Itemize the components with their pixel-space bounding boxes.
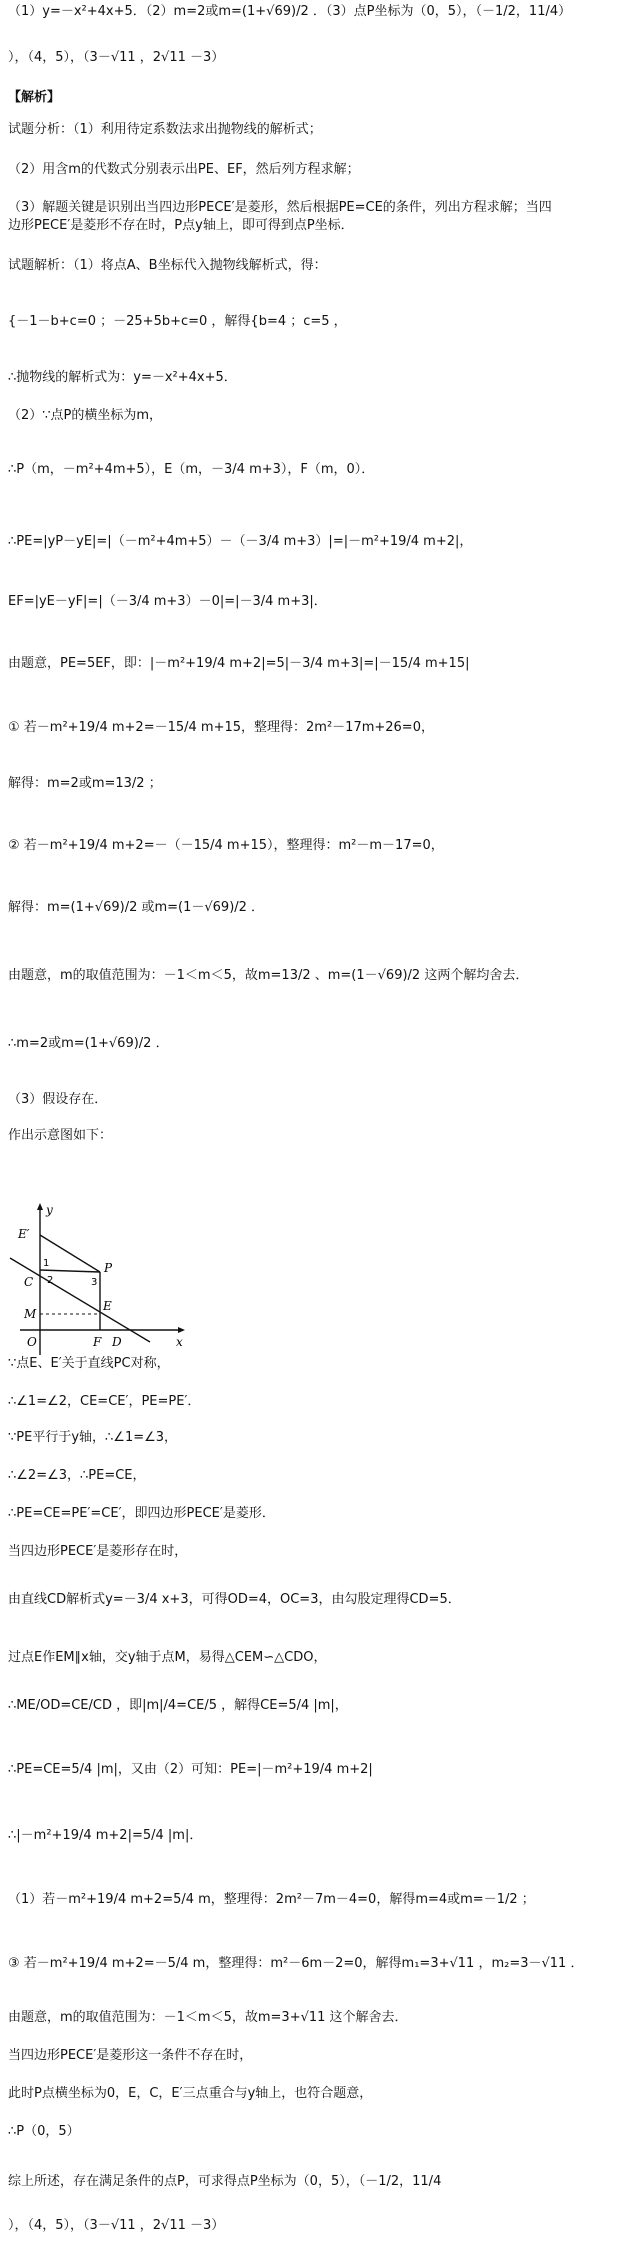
text-line: ∴∠1=∠2，CE=CE′，PE=PE′．	[8, 1394, 201, 1409]
text-line: ），（4，5），（3－√11 ，2√11 －3）	[8, 50, 225, 65]
text-line: 由题意，m的取值范围为：－1＜m＜5，故m=13/2 、m=(1－√69)/2 这两个解均舍去．	[8, 968, 529, 983]
text-line: 边形PECE′是菱形不存在时，P点y轴上，即可得到点P坐标．	[8, 218, 354, 233]
x-axis-arrow	[178, 1327, 185, 1333]
label-p: P	[104, 1261, 113, 1275]
label-e: E	[103, 1299, 112, 1313]
text-line: （1）若－m²+19/4 m+2=5/4 m，整理得：2m²－7m－4=0，解得m=4或m=－1/2 ；	[8, 1892, 535, 1907]
text-line: （2）∵点P的横坐标为m，	[8, 408, 163, 423]
text-line: {－1－b+c=0 ；－25+5b+c=0 ，解得{b=4 ；c=5 ，	[8, 314, 347, 329]
text-line: EF=|yE－yF|=|（－3/4 m+3）－0|=|－3/4 m+3|．	[8, 594, 327, 609]
text-line: ∴PE=CE=5/4 |m|，又由（2）可知：PE=|－m²+19/4 m+2|	[8, 1762, 373, 1777]
text-line: ∴m=2或m=(1+√69)/2 ．	[8, 1036, 169, 1051]
text-line: ∴∠2=∠3，∴PE=CE，	[8, 1468, 146, 1483]
text-line: ∴PE=CE=PE′=CE′，即四边形PECE′是菱形．	[8, 1506, 275, 1521]
text-line: 当四边形PECE′是菱形存在时，	[8, 1544, 188, 1559]
label-angle-1: 1	[43, 1258, 50, 1269]
text-line: （3）假设存在．	[8, 1092, 108, 1107]
label-x: x	[176, 1335, 183, 1349]
text-line: ③ 若－m²+19/4 m+2=－5/4 m，整理得：m²－6m－2=0，解得m₁=3+√11 ，m₂=3－√11 ．	[8, 1956, 584, 1971]
text-line: 由题意，PE=5EF，即：|－m²+19/4 m+2|=5|－3/4 m+3|=|－15/4 m+15|	[8, 656, 470, 671]
text-line: （1）y=－x²+4x+5．（2）m=2或m=(1+√69)/2 ．（3）点P坐标为（0，5），（－1/2，11/4）	[8, 4, 572, 19]
label-c: C	[24, 1275, 34, 1289]
text-line: 此时P点横坐标为0，E，C，E′三点重合与y轴上，也符合题意，	[8, 2086, 373, 2101]
label-y: y	[46, 1203, 53, 1217]
text-line: ② 若－m²+19/4 m+2=－（－15/4 m+15），整理得：m²－m－17=0，	[8, 838, 444, 853]
text-line: （3）解题关键是识别出当四边形PECE′是菱形，然后根据PE=CE的条件，列出方程求解；当四	[8, 200, 552, 215]
text-line: ），（4，5），（3－√11 ，2√11 －3）	[8, 2218, 225, 2233]
text-line: ∴PE=|yP－yE|=|（－m²+4m+5）－（－3/4 m+3）|=|－m²+19/4 m+2|，	[8, 534, 473, 549]
text-line: ∵点E、E′关于直线PC对称，	[8, 1356, 170, 1371]
text-line: 过点E作EM∥x轴，交y轴于点M，易得△CEM∽△CDO，	[8, 1650, 327, 1665]
label-m: M	[24, 1307, 37, 1321]
text-line: 当四边形PECE′是菱形这一条件不存在时，	[8, 2048, 253, 2063]
text-line: ∴|－m²+19/4 m+2|=5/4 |m|．	[8, 1828, 203, 1843]
label-o: O	[27, 1335, 37, 1349]
text-line: ∵PE平行于y轴，∴∠1=∠3，	[8, 1430, 178, 1445]
text-line: 由直线CD解析式y=－3/4 x+3，可得OD=4，OC=3，由勾股定理得CD=5．	[8, 1592, 461, 1607]
text-line: 解得：m=2或m=13/2 ；	[8, 776, 162, 791]
label-angle-2: 2	[47, 1275, 54, 1286]
geometry-figure	[0, 1200, 190, 1360]
text-line: 由题意，m的取值范围为：－1＜m＜5，故m=3+√11 这个解舍去．	[8, 2010, 408, 2025]
y-axis-arrow	[37, 1203, 43, 1210]
label-d: D	[112, 1335, 122, 1349]
text-line: 试题解析：（1）将点A、B坐标代入抛物线解析式，得：	[8, 258, 327, 273]
text-line: （2）用含m的代数式分别表示出PE、EF，然后列方程求解；	[8, 162, 360, 177]
text-line: ∴抛物线的解析式为：y=－x²+4x+5．	[8, 370, 237, 385]
label-e-prime: E′	[18, 1227, 30, 1241]
text-line: 【解析】	[8, 90, 61, 105]
text-line: 试题分析：（1）利用待定系数法求出抛物线的解析式；	[8, 122, 322, 137]
text-line: ∴P（0，5）	[8, 2124, 80, 2139]
text-line: ∴P（m，－m²+4m+5），E（m，－3/4 m+3），F（m，0）．	[8, 462, 375, 477]
label-angle-3: 3	[91, 1277, 98, 1288]
text-line: ① 若－m²+19/4 m+2=－15/4 m+15，整理得：2m²－17m+26=0，	[8, 720, 434, 735]
segment-c-p	[40, 1270, 100, 1272]
text-line: 综上所述，存在满足条件的点P，可求得点P坐标为（0，5），（－1/2，11/4	[8, 2174, 442, 2189]
label-f: F	[93, 1335, 102, 1349]
text-line: 解得：m=(1+√69)/2 或m=(1－√69)/2 ．	[8, 900, 265, 915]
text-line: 作出示意图如下：	[8, 1128, 113, 1143]
text-line: ∴ME/OD=CE/CD ，即|m|/4=CE/5 ，解得CE=5/4 |m|，	[8, 1698, 348, 1713]
